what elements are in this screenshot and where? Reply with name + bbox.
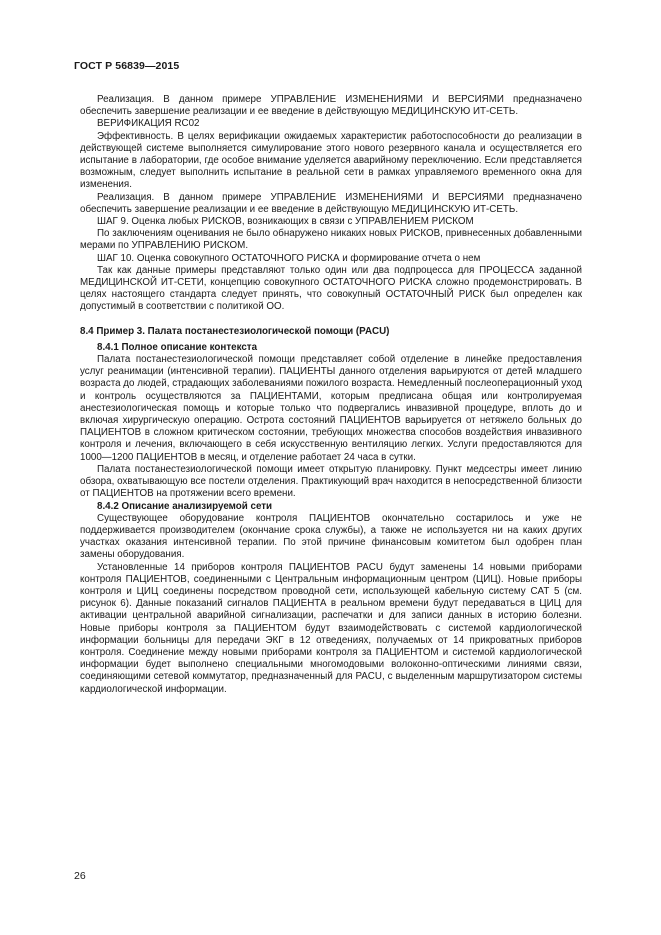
paragraph-network-2: Установленные 14 приборов контроля ПАЦИЕНТОВ PACU будут заменены 14 новыми приборами контроля ПАЦИЕНТОВ, соединенными с Центральным информационным центром (ЦИЦ). Новые приборы контроля и ЦИЦ соединены посредством проводной сети, использующей кабельную систему CAT 5 (см. рисунок 6). Данные показаний сигналов ПАЦИЕНТА в реальном времени будут передаваться в ЦИЦ для активации центральной аварийной сигнализации, распечатки и для записи данных в историю болезни. Новые приборы контроля за ПАЦИЕНТОМ будут взаимодействовать с системой кардиологической информации больницы для передачи ЭКГ в 12 отведениях, получаемых от 14 прикроватных приборов контроля. Соединение между новыми приборами контроля за ПАЦИЕНТОМ и системой кардиологической информации будет выполнено специальными многомодовыми волоконно-оптическими линиями связи, соединяющими сетевой коммутатор, предназначенный для PACU, с выделенным маршрутизатором системы кардиологической информации. — [80, 561, 582, 695]
paragraph-step-10: ШАГ 10. Оценка совокупного ОСТАТОЧНОГО РИСКА и формирование отчета о нем — [97, 252, 481, 264]
section-title-8-4: 8.4 Пример 3. Палата постанестезиологической помощи (PACU) — [80, 325, 390, 337]
paragraph-verification-title: ВЕРИФИКАЦИЯ RC02 — [97, 118, 200, 130]
document-body — [80, 94, 582, 696]
page-number: 26 — [74, 870, 86, 882]
paragraph-residual-risk: Так как данные примеры представляют только один или два подпроцесса для ПРОЦЕССА заданной МЕДИЦИНСКОЙ ИТ-СЕТИ, концепцию совокупного ОСТАТОЧНОГО РИСКА сложно продемонстрировать. В целях настоящего стандарта следует принять, что совокупный ОСТАТОЧНЫЙ РИСК был определен как допустимый в соответствии с политикой ОО. — [80, 264, 582, 313]
paragraph-implementation-1: Реализация. В данном примере УПРАВЛЕНИЕ ИЗМЕНЕНИЯМИ И ВЕРСИЯМИ предназначено обеспечить завершение реализации и ее введение в действующую МЕДИЦИНСКУЮ ИТ-СЕТЬ. — [80, 94, 582, 118]
paragraph-context-1: Палата постанестезиологической помощи представляет собой отделение в линейке предоставления услуг реанимации (интенсивной терапии). ПАЦИЕНТЫ данного отделения варьируются от детей младшего возраста до людей, страдающих заболеваниями пожилого возраста. Немедленный послеоперационный уход и контроль осуществляются за ПАЦИЕНТАМИ, которым предписана общая или контролируемая анестезиологическая помощь и которые только что подвергались инвазивной процедуре, вплоть до и включая хирургическую операцию. Острота состояний ПАЦИЕНТОВ варьируется от нетяжело больных до ПАЦИЕНТОВ в сложном критическом состоянии, требующих множества способов воздействия инвазивного контроля и лечения, включающего в себя искусственную вентиляцию легких. Услуги предоставляются для 1000—1200 ПАЦИЕНТОВ в месяц, и отделение работает 24 часа в сутки. — [80, 354, 582, 463]
paragraph-step-9-conclusion: По заключениям оценивания не было обнаружено никаких новых РИСКОВ, привнесенных добавленными мерами по УПРАВЛЕНИЮ РИСКОМ. — [80, 228, 582, 252]
subsection-title-8-4-2: 8.4.2 Описание анализируемой сети — [97, 500, 273, 512]
subsection-title-8-4-1: 8.4.1 Полное описание контекста — [97, 341, 258, 353]
paragraph-network-1: Существующее оборудование контроля ПАЦИЕНТОВ окончательно состарилось и уже не поддерживается производителем (окончание срока службы), а также не используется ни на каких других участках оказания интенсивной терапии. По этой причине финансовым комитетом был одобрен план замены оборудования. — [80, 512, 582, 561]
document-header: ГОСТ Р 56839—2015 — [74, 60, 180, 72]
paragraph-effectiveness: Эффективность. В целях верификации ожидаемых характеристик работоспособности до реализации в действующей системе выполняется симулирование этого нового резервного канала и осуществляется его испытание в лаборатории, где особое внимание уделяется аварийному переключению. Если представляется возможным, следует выполнить испытание в реальной сети в рамках управляемого временного окна для изменения. — [80, 130, 582, 191]
paragraph-implementation-2: Реализация. В данном примере УПРАВЛЕНИЕ ИЗМЕНЕНИЯМИ И ВЕРСИЯМИ предназначено обеспечить завершение реализации и ее введение в действующую МЕДИЦИНСКУЮ ИТ-СЕТЬ. — [80, 191, 582, 215]
paragraph-context-2: Палата постанестезиологической помощи имеет открытую планировку. Пункт медсестры имеет линию обзора, охватывающую все постели отделения. Практикующий врач находится в непосредственной близости от ПАЦИЕНТОВ на протяжении всего времени. — [80, 463, 582, 500]
paragraph-step-9: ШАГ 9. Оценка любых РИСКОВ, возникающих в связи с УПРАВЛЕНИЕМ РИСКОМ — [97, 216, 474, 228]
